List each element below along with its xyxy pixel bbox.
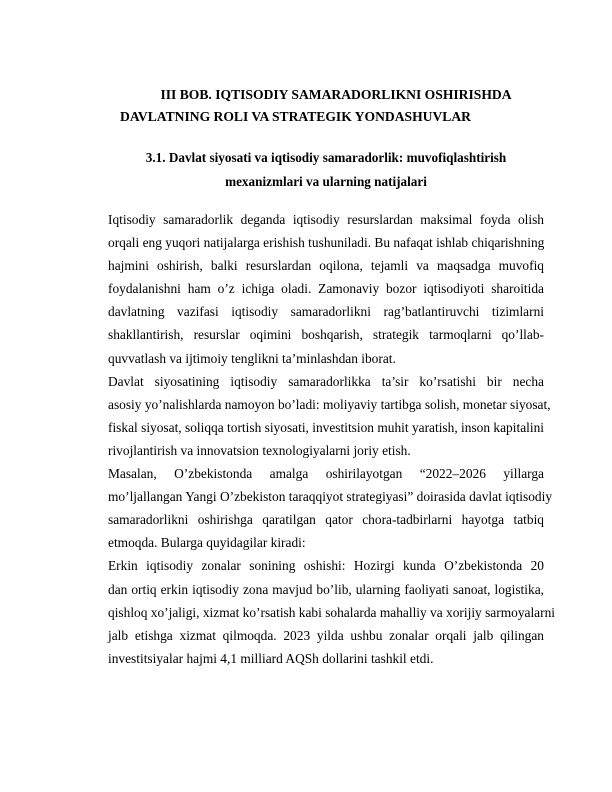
paragraph-line: Davlat siyosatining iqtisodiy samaradorlikka ta’sir ko’rsatishi bir necha	[108, 373, 544, 389]
paragraph-line: asosiy yo’nalishlarda namoyon bo’ladi: moliyaviy tartibga solish, monetar siyosat,	[108, 396, 551, 412]
paragraph-line: mo’ljallangan Yangi O’zbekiston taraqqiyot strategiyasi” doirasida davlat iqtisodiy	[108, 489, 553, 505]
chapter-title-line-2: DAVLATNING ROLI VA STRATEGIK YONDASHUVLAR	[120, 109, 471, 124]
paragraph-line: Masalan, O’zbekistonda amalga oshirilayotgan “2022–2026 yillarga	[108, 466, 544, 482]
paragraph-line: samaradorlikni oshirishga qaratilgan qator chora-tadbirlarni hayotga tatbiq	[108, 512, 544, 528]
paragraph-line: shakllantirish, resurslar oqimini boshqarish, strategik tarmoqlarni qo’llab-	[108, 327, 544, 343]
section-title-line-2: mexanizmlari va ularning natijalari	[225, 174, 427, 189]
paragraph-line: Erkin iqtisodiy zonalar sonining oshishi: Hozirgi kunda O’zbekistonda 20	[108, 558, 544, 574]
paragraph	[108, 462, 553, 554]
chapter-title-line-1: III BOB. IQTISODIY SAMARADORLIKNI OSHIRISHDA	[160, 87, 512, 102]
section-title	[108, 146, 544, 194]
paragraph-line: quvvatlash va ijtimoiy tenglikni ta’minlashdan iborat.	[108, 350, 396, 366]
paragraph-line: jalb etishga xizmat qilmoqda. 2023 yilda ushbu zonalar orqali jalb qilingan	[108, 627, 544, 643]
paragraph-line: foydalanishni ham o’z ichiga oladi. Zamonaviy bozor iqtisodiyoti sharoitida	[108, 281, 544, 297]
paragraph	[108, 554, 555, 669]
paragraph-line: orqali eng yuqori natijalarga erishish tushuniladi. Bu nafaqat ishlab chiqarishning	[108, 235, 545, 251]
paragraph-line: investitsiyalar hajmi 4,1 milliard AQSh dollarini tashkil etdi.	[108, 650, 434, 666]
paragraph-line: davlatning vazifasi iqtisodiy samaradorlikni rag’batlantiruvchi tizimlarni	[108, 304, 544, 320]
paragraph-line: Iqtisodiy samaradorlik deganda iqtisodiy resurslardan maksimal foyda olish	[108, 212, 544, 227]
paragraph-line: rivojlantirish va innovatsion texnologiyalarni joriy etish.	[108, 442, 411, 458]
body-text	[108, 208, 555, 670]
paragraph-line: fiskal siyosat, soliqqa tortish siyosati, investitsion muhit yaratish, inson kapitalini	[108, 419, 544, 435]
paragraph-line: dan ortiq erkin iqtisodiy zona mavjud bo’lib, ularning faoliyati sanoat, logistika,	[108, 581, 544, 597]
paragraph-line: hajmini oshirish, balki resurslardan oqilona, tejamli va maqsadga muvofiq	[108, 258, 544, 274]
paragraph	[108, 370, 551, 462]
paragraph-line: qishloq xo’jaligi, xizmat ko’rsatish kabi sohalarda mahalliy va xorijiy sarmoyalarni	[108, 604, 555, 620]
paragraph	[108, 208, 544, 370]
paragraph-line: etmoqda. Bularga quyidagilar kiradi:	[108, 535, 306, 551]
section-title-line-1: 3.1. Davlat siyosati va iqtisodiy samaradorlik: muvofiqlashtirish	[145, 150, 507, 165]
chapter-title	[108, 84, 544, 128]
